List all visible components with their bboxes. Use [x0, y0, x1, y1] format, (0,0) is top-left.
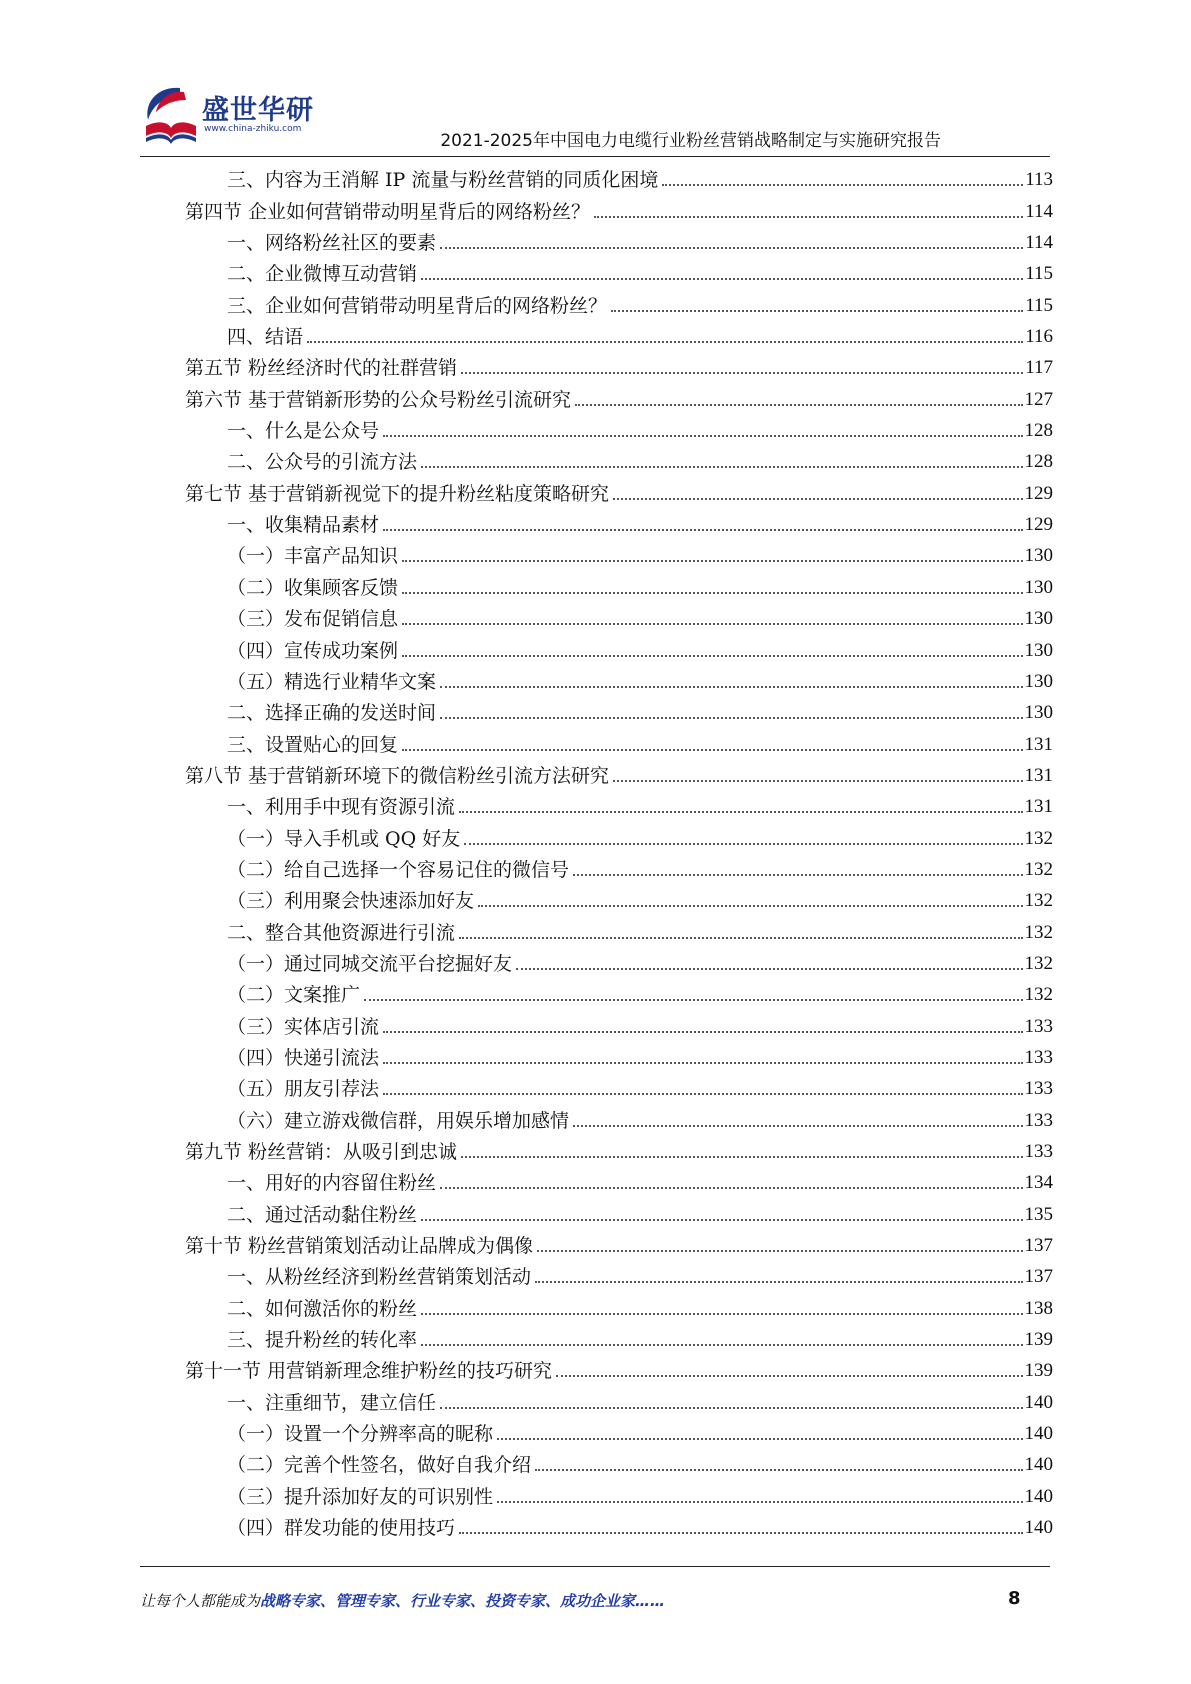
footer-slogan-highlight: 战略专家、管理专家、行业专家、投资专家、成功企业家…… [260, 1592, 666, 1610]
toc-entry-page: 128 [1024, 451, 1053, 473]
toc-dot-leader [383, 1093, 1022, 1095]
toc-dot-leader [307, 341, 1023, 343]
toc-entry-page: 131 [1024, 764, 1053, 786]
toc-dot-leader [461, 372, 1023, 374]
toc-dot-leader [440, 1187, 1022, 1189]
toc-entry-page: 134 [1024, 1172, 1053, 1194]
toc-dot-leader [440, 247, 1023, 249]
toc-entry-title: 二、公众号的引流方法 [227, 451, 418, 474]
toc-dot-leader [613, 498, 1022, 500]
toc-entry-page: 130 [1024, 702, 1053, 724]
toc-entry[interactable] [185, 818, 1053, 849]
toc-entry-page: 116 [1025, 326, 1053, 348]
toc-entry-page: 115 [1025, 294, 1053, 316]
toc-entry-title: （二）完善个性签名，做好自我介绍 [227, 1454, 532, 1477]
toc-dot-leader [537, 1250, 1022, 1252]
toc-entry[interactable] [185, 693, 1053, 724]
toc-entry-title: （一）通过同城交流平台挖掘好友 [227, 952, 513, 975]
toc-dot-leader [594, 216, 1023, 218]
toc-dot-leader [464, 843, 1022, 845]
toc-entry-page: 140 [1024, 1485, 1053, 1507]
toc-entry-title: （三）利用聚会快速添加好友 [227, 890, 475, 913]
toc-dot-leader [573, 874, 1022, 876]
toc-entry-page: 137 [1024, 1235, 1053, 1257]
toc-entry-title: 二、如何激活你的粉丝 [227, 1297, 418, 1320]
toc-entry-title: 一、收集精品素材 [227, 514, 380, 537]
toc-entry-page: 130 [1024, 670, 1053, 692]
toc-dot-leader [421, 278, 1023, 280]
toc-entry[interactable] [185, 662, 1053, 693]
toc-dot-leader [421, 1219, 1022, 1221]
toc-entry-page: 117 [1025, 357, 1053, 379]
toc-entry-page: 139 [1024, 1360, 1053, 1382]
toc-entry-page: 133 [1024, 1141, 1053, 1162]
toc-entry[interactable] [185, 881, 1053, 912]
toc-dot-leader [383, 1031, 1022, 1033]
toc-entry-title: 二、企业微博互动营销 [227, 263, 418, 286]
toc-entry[interactable] [185, 442, 1053, 473]
toc-entry[interactable] [185, 223, 1053, 254]
toc-entry-page: 128 [1024, 420, 1053, 442]
toc-entry[interactable] [185, 756, 1053, 787]
toc-entry[interactable] [185, 317, 1053, 348]
toc-entry-page: 133 [1024, 1015, 1053, 1037]
toc-dot-leader [461, 1156, 1022, 1158]
toc-dot-leader [611, 310, 1023, 312]
toc-entry-page: 132 [1024, 952, 1053, 974]
toc-entry[interactable] [185, 1163, 1053, 1194]
logo-text: 盛世华研 [202, 95, 314, 126]
toc-entry-page: 132 [1024, 858, 1053, 880]
toc-entry-title: （四）宣传成功案例 [227, 639, 399, 662]
company-logo [140, 82, 320, 152]
toc-entry[interactable] [185, 1351, 1053, 1382]
toc-entry-page: 113 [1025, 169, 1053, 191]
toc-entry[interactable] [185, 1038, 1053, 1069]
toc-entry-title: （四）群发功能的使用技巧 [227, 1517, 456, 1540]
toc-entry-page: 140 [1024, 1454, 1053, 1476]
toc-entry-title: （三）实体店引流 [227, 1015, 380, 1038]
page-header [0, 0, 1191, 160]
toc-entry-title: 第十节 粉丝营销策划活动让品牌成为偶像 [185, 1235, 534, 1258]
toc-dot-leader [383, 529, 1022, 531]
toc-dot-leader [497, 1438, 1022, 1440]
toc-entry-page: 132 [1024, 890, 1053, 912]
toc-entry-title: 第六节 基于营销新形势的公众号粉丝引流研究 [185, 388, 572, 411]
toc-entry[interactable] [185, 505, 1053, 536]
toc-entry-page: 130 [1024, 576, 1053, 598]
toc-entry-title: 三、设置贴心的回复 [227, 733, 399, 756]
toc-entry-page: 135 [1024, 1203, 1053, 1225]
toc-entry-title: （一）丰富产品知识 [227, 545, 399, 568]
toc-entry-page: 137 [1024, 1266, 1053, 1288]
toc-entry[interactable] [185, 1288, 1053, 1319]
toc-entry[interactable] [185, 912, 1053, 943]
toc-entry-title: 一、网络粉丝社区的要素 [227, 232, 437, 255]
toc-entry-title: 三、提升粉丝的转化率 [227, 1329, 418, 1352]
toc-entry-title: 二、通过活动黏住粉丝 [227, 1203, 418, 1226]
toc-entry[interactable] [185, 975, 1053, 1006]
toc-entry[interactable] [185, 630, 1053, 661]
toc-dot-leader [459, 937, 1022, 939]
toc-entry[interactable] [185, 1006, 1053, 1037]
toc-dot-leader [535, 1281, 1022, 1283]
toc-entry[interactable] [185, 1194, 1053, 1225]
toc-entry-title: 一、什么是公众号 [227, 420, 380, 443]
toc-entry[interactable] [185, 160, 1053, 191]
toc-dot-leader [575, 404, 1022, 406]
toc-entry[interactable] [185, 1257, 1053, 1288]
toc-entry-page: 138 [1024, 1297, 1053, 1319]
toc-entry-title: （六）建立游戏微信群，用娱乐增加感情 [227, 1109, 570, 1132]
toc-entry-page: 114 [1025, 200, 1053, 222]
toc-entry[interactable] [185, 536, 1053, 567]
report-title: 2021-2025年中国电力电缆行业粉丝营销战略制定与实施研究报告 [440, 131, 941, 151]
toc-entry-title: 二、整合其他资源进行引流 [227, 921, 456, 944]
toc-entry[interactable] [185, 1226, 1053, 1257]
toc-entry[interactable] [185, 944, 1053, 975]
toc-entry-title: 一、注重细节，建立信任 [227, 1391, 437, 1414]
toc-dot-leader [440, 686, 1022, 688]
toc-entry-title: 第七节 基于营销新视觉下的提升粉丝粘度策略研究 [185, 482, 610, 505]
toc-entry-page: 130 [1024, 639, 1053, 661]
toc-dot-leader [402, 623, 1022, 625]
toc-entry-page: 131 [1024, 733, 1053, 755]
toc-entry-title: 第九节 粉丝营销：从吸引到忠诚 [185, 1141, 458, 1163]
toc-entry-title: 第十一节 用营销新理念维护粉丝的技巧研究 [185, 1360, 553, 1383]
toc-dot-leader [402, 749, 1022, 751]
toc-entry-title: 一、用好的内容留住粉丝 [227, 1172, 437, 1195]
toc-entry[interactable] [185, 411, 1053, 442]
toc-entry[interactable] [185, 1100, 1053, 1131]
toc-entry-title: 四、结语 [227, 326, 304, 349]
toc-entry-title: （一）设置一个分辨率高的昵称 [227, 1423, 494, 1446]
toc-dot-leader [459, 1532, 1022, 1534]
toc-entry[interactable] [185, 1508, 1053, 1539]
toc-dot-leader [516, 968, 1022, 970]
toc-dot-leader [459, 811, 1022, 813]
toc-entry-title: 三、企业如何营销带动明星背后的网络粉丝？ [227, 294, 608, 317]
toc-dot-leader [402, 592, 1022, 594]
toc-dot-leader [662, 184, 1023, 186]
toc-entry[interactable] [185, 567, 1053, 598]
toc-entry[interactable] [185, 850, 1053, 881]
toc-entry-title: 三、内容为王消解 IP 流量与粉丝营销的同质化困境 [227, 169, 659, 192]
toc-entry[interactable] [185, 473, 1053, 504]
toc-entry-page: 132 [1024, 921, 1053, 943]
toc-entry[interactable] [185, 1414, 1053, 1445]
toc-entry-page: 132 [1024, 984, 1053, 1006]
toc-dot-leader [421, 466, 1022, 468]
toc-dot-leader [421, 1344, 1022, 1346]
toc-dot-leader [497, 1501, 1022, 1503]
toc-entry[interactable] [185, 254, 1053, 285]
toc-entry-title: 一、利用手中现有资源引流 [227, 796, 456, 819]
toc-dot-leader [478, 905, 1022, 907]
toc-entry[interactable] [185, 787, 1053, 818]
footer-divider [140, 1566, 1050, 1567]
toc-entry-page: 132 [1024, 827, 1053, 849]
toc-dot-leader [364, 999, 1022, 1001]
toc-entry-title: 一、从粉丝经济到粉丝营销策划活动 [227, 1266, 532, 1289]
toc-entry-page: 115 [1025, 263, 1053, 285]
toc-entry[interactable] [185, 285, 1053, 316]
toc-dot-leader [440, 717, 1022, 719]
toc-dot-leader [535, 1469, 1022, 1471]
logo-book-icon [140, 82, 202, 148]
toc-entry-title: （五）朋友引荐法 [227, 1078, 380, 1101]
toc-entry-page: 140 [1024, 1423, 1053, 1445]
page-number: 8 [1008, 1588, 1021, 1609]
table-of-contents [185, 160, 1053, 1539]
toc-entry[interactable] [185, 1382, 1053, 1413]
toc-dot-leader [421, 1313, 1022, 1315]
toc-entry-title: 第八节 基于营销新环境下的微信粉丝引流方法研究 [185, 764, 610, 787]
toc-dot-leader [402, 655, 1022, 657]
toc-dot-leader [440, 1407, 1022, 1409]
toc-entry[interactable] [185, 1069, 1053, 1100]
toc-entry-title: 第五节 粉丝经济时代的社群营销 [185, 357, 458, 380]
toc-entry-title: （三）发布促销信息 [227, 608, 399, 631]
toc-dot-leader [556, 1375, 1022, 1377]
toc-entry-page: 139 [1024, 1329, 1053, 1351]
toc-entry-page: 140 [1024, 1391, 1053, 1413]
header-divider [140, 156, 1050, 157]
toc-entry[interactable] [185, 1320, 1053, 1351]
toc-dot-leader [383, 1062, 1022, 1064]
toc-entry-page: 129 [1024, 482, 1053, 504]
toc-entry[interactable] [185, 724, 1053, 755]
toc-entry-page: 140 [1024, 1517, 1053, 1539]
toc-entry-page: 130 [1024, 608, 1053, 630]
toc-entry-title: （二）文案推广 [227, 984, 361, 1007]
toc-entry-page: 133 [1024, 1109, 1053, 1131]
toc-dot-leader [573, 1125, 1022, 1127]
toc-entry-title: （一）导入手机或 QQ 好友 [227, 827, 461, 850]
toc-entry[interactable] [185, 599, 1053, 630]
toc-entry[interactable] [185, 1476, 1053, 1507]
toc-entry-page: 130 [1024, 545, 1053, 567]
toc-entry-page: 114 [1025, 232, 1053, 254]
toc-entry-title: （三）提升添加好友的可识别性 [227, 1485, 494, 1508]
toc-entry-page: 133 [1024, 1046, 1053, 1068]
footer-slogan-lead: 让每个人都能成为 [140, 1592, 261, 1610]
toc-entry-page: 129 [1024, 514, 1053, 536]
toc-entry-page: 133 [1024, 1078, 1053, 1100]
toc-dot-leader [383, 435, 1022, 437]
toc-entry-title: （四）快递引流法 [227, 1046, 380, 1069]
toc-entry-title: 二、选择正确的发送时间 [227, 702, 437, 725]
toc-entry-title: （二）收集顾客反馈 [227, 576, 399, 599]
toc-dot-leader [402, 560, 1022, 562]
toc-entry-page: 127 [1024, 388, 1053, 410]
toc-entry[interactable] [185, 191, 1053, 222]
toc-dot-leader [613, 780, 1022, 782]
toc-entry[interactable] [185, 379, 1053, 410]
toc-entry[interactable] [185, 1445, 1053, 1476]
toc-entry-title: （二）给自己选择一个容易记住的微信号 [227, 858, 570, 881]
footer-slogan [140, 1590, 1020, 1611]
toc-entry-title: 第四节 企业如何营销带动明星背后的网络粉丝？ [185, 200, 591, 223]
toc-entry-title: （五）精选行业精华文案 [227, 670, 437, 693]
toc-entry[interactable] [185, 1132, 1053, 1163]
logo-url: www.china-zhiku.com [204, 124, 302, 134]
toc-entry[interactable] [185, 348, 1053, 379]
toc-entry-page: 131 [1024, 796, 1053, 818]
